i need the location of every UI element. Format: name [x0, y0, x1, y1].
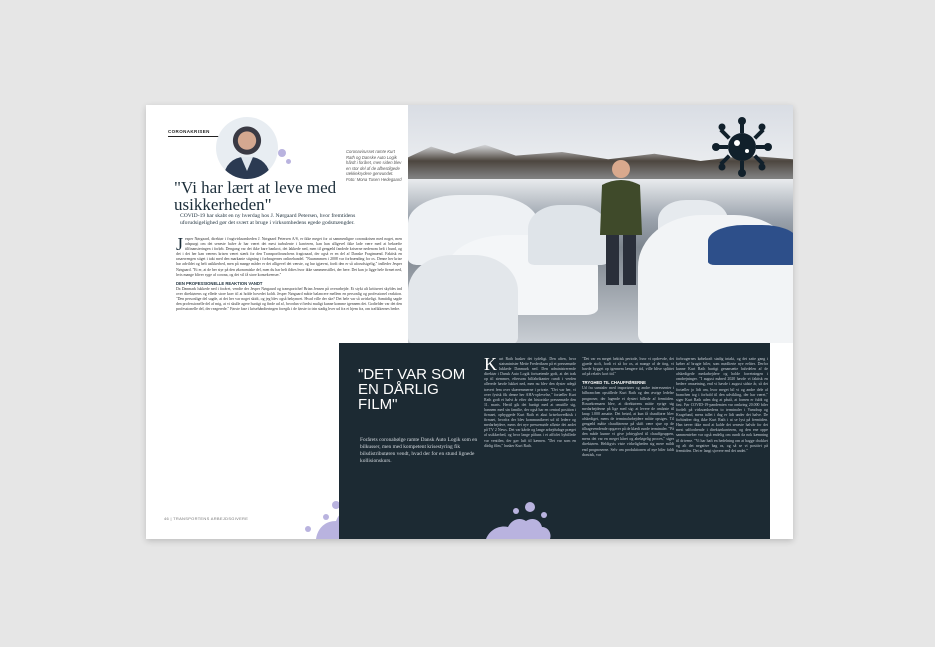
body-paragraph: urt Rath husker det tydeligt. Den aften, hvor statsminister Mette Frederiksen på et pressemøde lukkede Danmark ned. Den administrerende direktør i Dansk Auto Logik fortsætende godt, at det trak op til stemmer, eftersom bilfabrikanter rundt i verden allerede havde lukket ned, men nu blev den dyster adegå travert fem over skæremmerne i private. "Det var her, vi over fysisk fik denne her AHA-oplevelse," fortæller Kurt Rath godt et halvt år efter det historiske pressemøde den 11. marts. Hertil gik det hurtigt med at omstille sig, hannem med sin familie, der også har en central position i firmaet, opbyggede Kurt Rath et akut krisehovedkisk i firmaet, hvorfra der blev kommunikeret ud til ledere og medarbejdere, mens det nye pressemøde afløste det andet på TV 2 News. Det var kårde og lange arbejdsdage præget af usikkerhed, og hvor lange påfuns i et afficlet bybillede var ventilen, der gav luft til kæmen. "Det var som en dårlig film," husker Kurt Rath.: [484, 357, 576, 448]
text-column-3: [676, 357, 768, 454]
pull-quote: "DET VAR SOM EN DÅRLIG FILM": [358, 366, 466, 413]
decorative-dot: [278, 149, 286, 157]
body-paragraph: Da Danmark lukkede ned i foråret, vendte der Jesper Nørgaard og transportchef Brian Jensen på overarbejde. Et stykt alt kritiseret skyldes ind over direktørens og ellede store krav til at holde hovedet koldt. Jesper Nørgaard måtte balancere mellem en personlig og professionel reaktion. "Den personlige del sagde, at det her var noget skidt, og jeg blev også bekymret. Hvad ville der ske? Det hele var så uvirkeligt. Samtidig sagde den professionelle del af mig, at vi skulle agere hurtigt og finde ud af, hvordan vi bedst muligt kunne komme igennem det. Godtelder var det den professionelle del, der reagerede." Første fase i krisehåndteringen foregik i de første to trin stadig hver ud fra et hjem fra, om trafikkernes bedre.: [176, 286, 402, 312]
photo-caption: Coronavirusset ramte Kurt Rath og Danske Auto Logik hårdt i foråret, men siden blev en stor del af de afbestilgede rækkekrydere genvundet. Foto: Mona Tusen Hedegaard: [346, 149, 402, 182]
subheading: DEN PROFESSIONELLE REAKTION VANDT: [176, 280, 263, 286]
car: [408, 255, 518, 343]
car: [708, 225, 793, 265]
section-kicker: CORONAKRISEN: [168, 129, 210, 134]
drop-cap: J: [176, 234, 184, 254]
virus-icon: [712, 117, 772, 177]
article-body-left: [176, 234, 402, 312]
portrait-photo: [216, 117, 278, 179]
body-paragraph: esper Nørgaard, direktør i fragtvirksomheden J. Nørgaard Petersen A/S, er ikke meget for at sammenligne coronakrisen med noget, men adspurgt om det seneste halve år har været det mest turbulente i karrieren, kan han alligevel ikke lade være med at bekræfte tilfinansieringen i forløb. Dengang var det ikke bare bankrot, det lakkede ned, men til gengæld fandede kriserne nedenom helt i bund, og det i det her kan værens krisen været stærk for den Transportbranchens fragtraaad, der også er en del af Danske Fragtmænd. Faktisk en rasaerrengen stiget i takt med den markante stigning i forbrugernes onlinehandel. "Nuummmen i 2008 var forbrænding for os. Denne her krise har advildet og helt usikkerhed, men på mange måder er det alligevel det værste, og har igjævnt, fordi den er så uforudsigelig," indleder Jesper Nørgaard. "Et er, at de her styr på den økonomiske del, men du har helt ildtes hvor ikke sammenstillet, der here. Det kan jo ligge hele firmet ned, hvis mange bliver syge af corona, og det vil få store konsekvenser.": [176, 237, 402, 277]
person: [596, 155, 646, 285]
body-paragraph: forbrugernes købekraft stadig intakt, og det satte gang i køber af brugte biler, som mødlierte nye eeltter. Derfor kunne Kurt Rath hurtigt genansætte halvdelen af de afskedigede medarbejdere og holde forretningen i omdrejninger. "I august måned 2020 havde vi faktisk en bedere omsætning, end vi havde i august sidste år, så det fortæller jo lidt om, hvor meget bil vi og andre dele af branchen tog i forhold til den udvikling, der har været," siger Kurt Rath uden dog at påstå, at fornen er fuldt og fast. Før COVID-19-pandemien var omkring 20.000 biler fordelt på virksomhedens to terminaler i Vamdrup og Kragelund, mens tallet i dag er lidt under det halve. De forhindrer dog ikke Kurt Rath i at se lyst på fremtiden. Han tæver ikke mod at kalde det seneste halvår for det mest udfordrende i direktørkarrieren, og den ene oppe sammenteber var også endelig om rundt da nok kæmning til drivene. "Vi har haft en hedelning om at bagge chokket og alt det negative bag os, og så se vi positivt på fremtiden. Det er langt sjovere end det andet.": [676, 357, 768, 453]
paint-splash-lavender: [486, 489, 556, 539]
pull-deck: Forårets coronabølge ramte Dansk Auto Logik som en bilkusser, men med kompetent krisestyring fik bilsdistributøren vendt, hvad der for en stund lignede kollisionskurs.: [360, 437, 478, 464]
body-paragraph: Ud fra samtaler med importører og andre interessenter i bilbranchen opstillede Kurt Rath og den øvrige ledelse prognoser, der lagende et dystert billede af fremtiden. Rosaekremaen blev, at direktørens mätte syrige sig medarbejderne på lige med sig: at levere de omløste til knap 1.000 ansatte. Det betød, at kun få chauffører blev afskediget, mens de terminalarbejdere måtte opsiges. Til gengæld måtte chaufførerne på skift være sjue op de tilbagevendende opgaver på de klædt runde terminaler. "På den måde kunne vi give jobtryghed til chauffgruppen, mens det var en meget kåret og abeløgelig proces," siger direktøren. Heldigvis viste virkeligheden sig mere mildt end prognoserne. Selv om produktionen af nye biler faldt drastisk, var: [582, 386, 674, 457]
page-footer: 46 | TRANSPORTENS ARBEJDSGIVERE: [164, 516, 249, 521]
text-column-1: [484, 354, 576, 449]
article-headline: "Vi har lært at leve med usikkerheden": [174, 178, 337, 214]
article-deck: COVID-19 har skabt en ny hverdag hos J. Nørgaard Petersen, hvor fremtidens uforudsigelighed gør det svært at bruge i virksomhedens egede godsmængder.: [180, 213, 356, 226]
body-paragraph: "Det var en meget hektisk periode, hvor vi opdrevde, det gjaede stoft, fordi vi så for os, at mange af de ting, vi havde bygget op igennem længere tid, ville blive splittet ad på relativ kort tid.": [582, 357, 674, 377]
drop-cap: K: [484, 354, 497, 374]
magazine-spread: [146, 105, 793, 539]
subheading: TRYGHED TIL CHAUFFØRERNE: [582, 380, 646, 386]
decorative-dot: [286, 159, 291, 164]
text-column-2: [582, 357, 674, 458]
